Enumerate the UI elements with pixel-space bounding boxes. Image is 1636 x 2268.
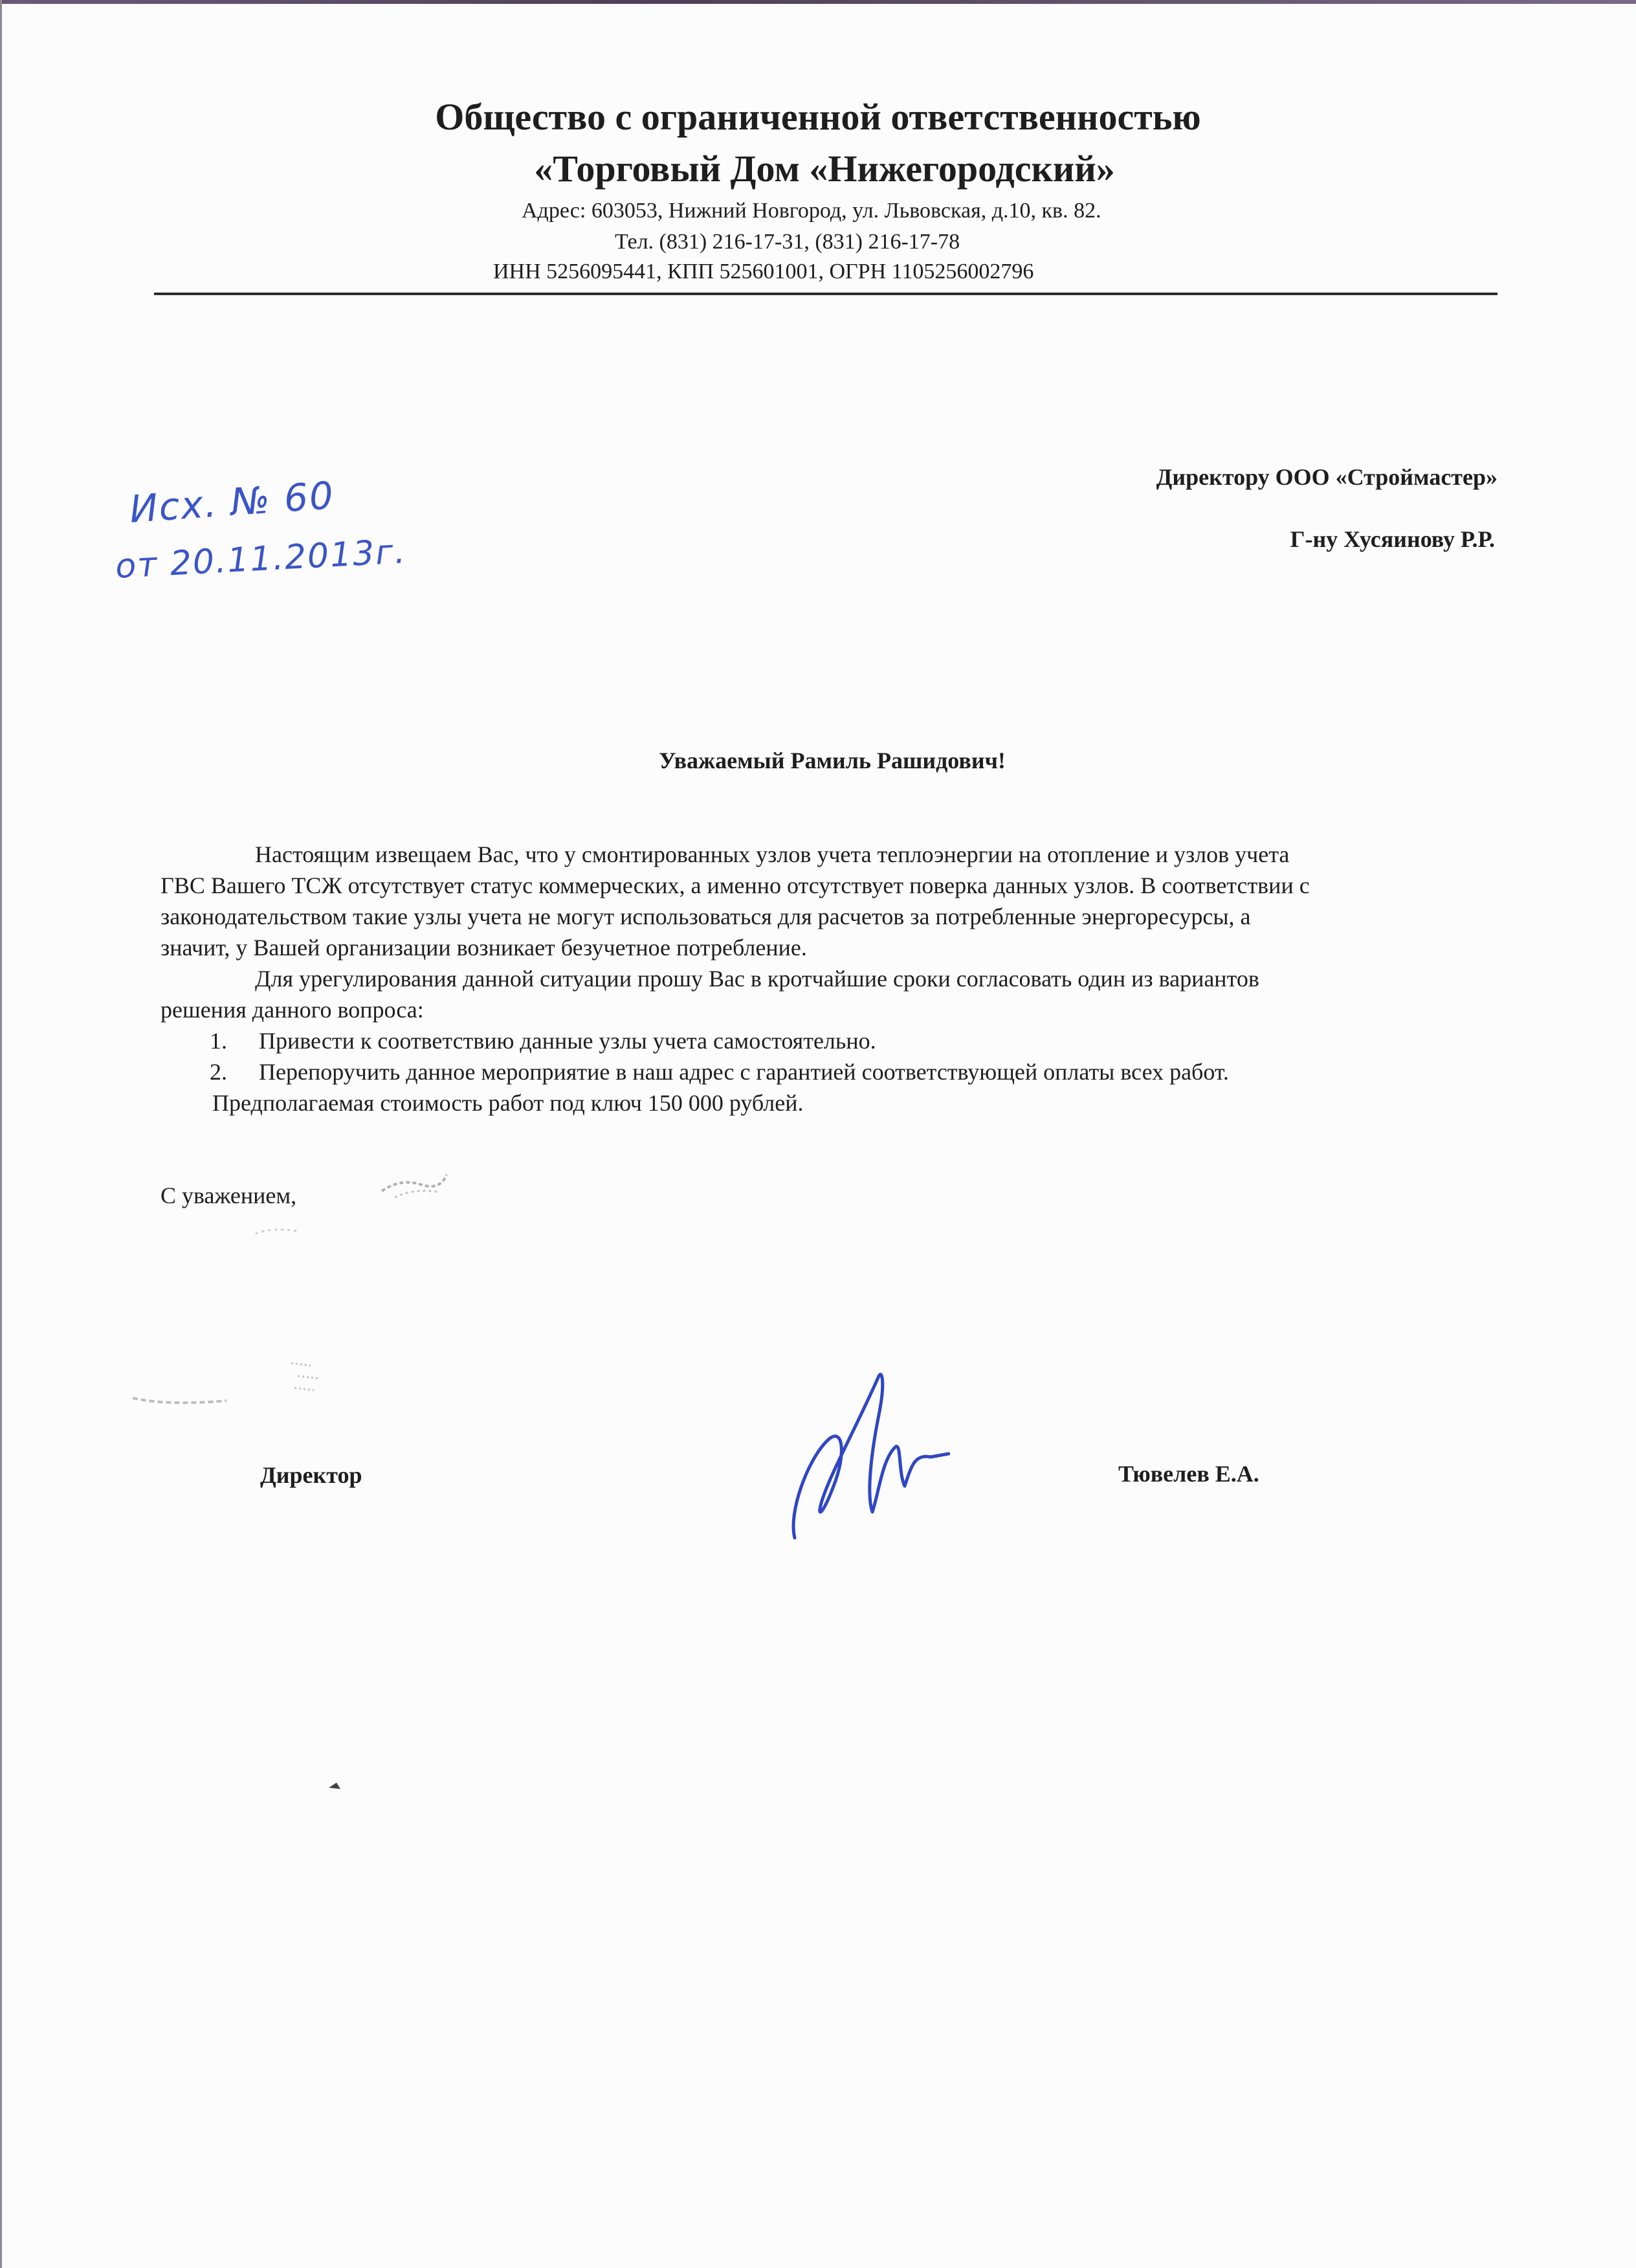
body-line: Для урегулирования данной ситуации прошу Вас в кротчайшие сроки согласовать один из вариантов <box>255 966 1259 992</box>
letterhead-address: Адрес: 603053, Нижний Новгород, ул. Львовская, д.10, кв. 82. <box>522 199 1101 223</box>
addressee-line-2: Г-ну Хусяинову Р.Р. <box>1290 526 1495 552</box>
closing: С уважением, <box>160 1183 297 1208</box>
handwritten-outgoing-number: Исх. № 60 <box>128 473 337 531</box>
body-line: решения данного вопроса: <box>160 997 424 1023</box>
body-line: ГВС Вашего ТСЖ отсутствует статус коммерческих, а именно отсутствует поверка данных узлов. В соответствии с <box>160 873 1310 898</box>
list-item-text: Перепоручить данное мероприятие в наш адрес с гарантией соответствующей оплаты всех работ. <box>259 1059 1229 1085</box>
list-item <box>160 1025 1494 1056</box>
cost-line: Предполагаемая стоимость работ под ключ 150 000 рублей. <box>212 1090 804 1116</box>
letter-body <box>160 839 1494 1118</box>
body-line: законодательством такие узлы учета не могут использоваться для расчетов за потребленные энергоресурсы, а <box>160 904 1251 929</box>
signatory-position: Директор <box>260 1462 362 1488</box>
list-item-number: 1. <box>210 1028 227 1054</box>
scan-edge-left <box>0 0 2 2268</box>
letterhead-divider <box>154 293 1498 295</box>
addressee-line-1: Директору ООО «Строймастер» <box>1156 464 1498 490</box>
letterhead-org-form: Общество с ограниченной ответственностью <box>435 96 1201 138</box>
scan-speck <box>325 1779 344 1794</box>
list-item-text: Привести к соответствию данные узлы учета самостоятельно. <box>259 1028 876 1054</box>
handwritten-outgoing-date: от 20.11.2013г. <box>114 532 408 586</box>
handwritten-signature <box>782 1363 950 1551</box>
letterhead-org-name: «Торговый Дом «Нижегородский» <box>534 148 1115 190</box>
salutation: Уважаемый Рамиль Рашидович! <box>659 748 1006 773</box>
scan-smudge <box>252 1222 304 1241</box>
list-item <box>160 1056 1494 1087</box>
scan-smudge <box>129 1385 233 1411</box>
scan-edge-top <box>0 0 1636 4</box>
scan-smudge <box>375 1165 453 1204</box>
body-line: значит, у Вашей организации возникает безучетное потребление. <box>160 935 807 961</box>
letterhead-phone: Тел. (831) 216-17-31, (831) 216-17-78 <box>615 230 960 254</box>
letterhead-registration-ids: ИНН 5256095441, КПП 525601001, ОГРН 1105256002796 <box>493 260 1034 284</box>
signatory-name: Тювелев Е.А. <box>1118 1461 1259 1487</box>
scan-smudge <box>285 1357 330 1395</box>
body-line: Настоящим извещаем Вас, что у смонтированных узлов учета теплоэнергии на отопление и узлов учета <box>255 841 1290 867</box>
list-item-number: 2. <box>210 1059 227 1085</box>
